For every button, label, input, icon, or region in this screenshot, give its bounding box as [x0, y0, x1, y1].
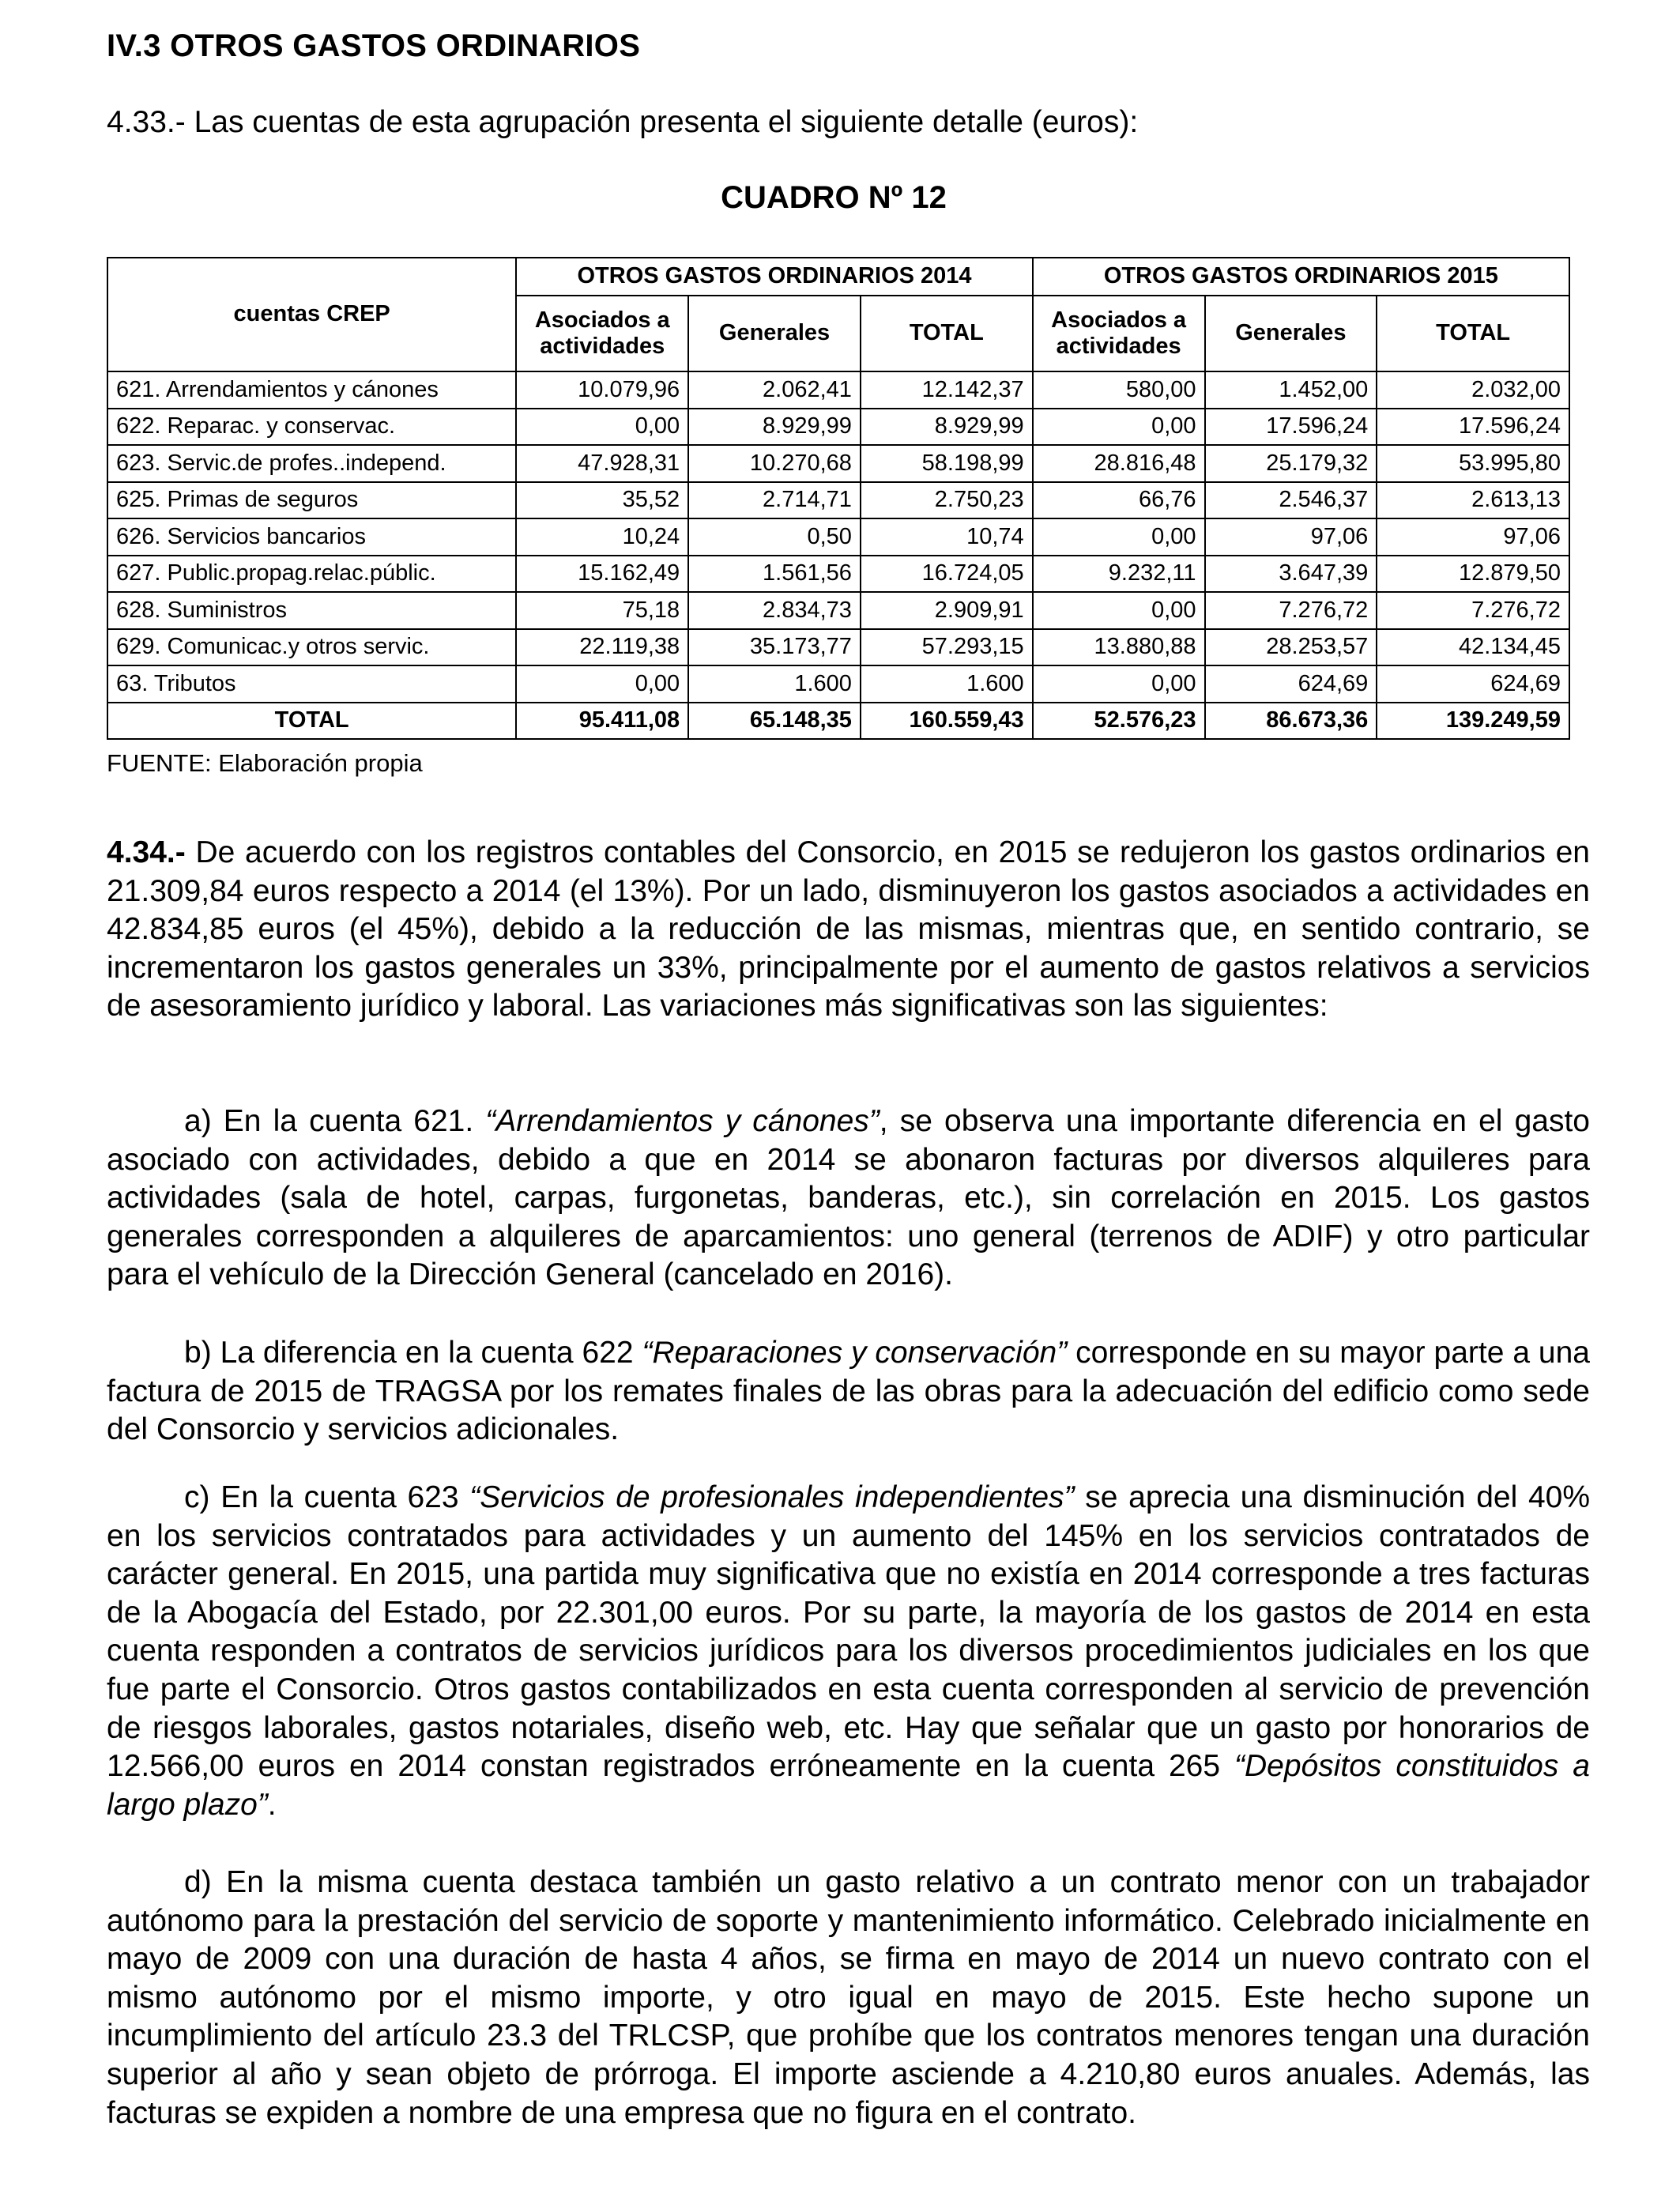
table-body — [107, 371, 1569, 739]
value-cell: 2.032,00 — [1377, 371, 1569, 409]
section-title: IV.3 OTROS GASTOS ORDINARIOS — [107, 28, 641, 63]
table-row — [107, 409, 1569, 446]
value-cell: 2.546,37 — [1205, 482, 1377, 519]
header-sub: Asociados a actividades — [516, 296, 688, 371]
paragraph-text: corresponde en su mayor parte a una factura de 2015 de TRAGSA por los remates finales de las obras para la adecuación del edificio como sede del Consorcio y servicios adicionales. — [107, 1336, 1591, 1447]
source-note: FUENTE: Elaboración propia — [107, 749, 423, 777]
paragraph-text: se aprecia una disminución del 40% en los servicios contratados para actividades y un aumento del 145% en los servicios contratados de carácter general. En 2015, una partida muy significativa que no existía en 2014 corresponde a tres facturas de la Abogacía del Estado, por 22.301,00 euros. Por su parte, la mayoría de los gastos de 2014 en esta cuenta responden a contratos de servicios jurídicos para los diversos procedimientos judiciales en los que fue parte el Consorcio. Otros gastos contabilizados en esta cuenta corresponden al servicio de prevención de riesgos laborales, gastos notariales, diseño web, etc. Hay que señalar que un gasto por honorarios de 12.566,00 euros en 2014 constan registrados erróneamente en la cuenta 265 — [107, 1480, 1591, 1784]
value-cell: 25.179,32 — [1205, 445, 1377, 482]
table-row — [107, 629, 1569, 666]
value-cell: 0,00 — [516, 665, 688, 703]
value-cell: 58.198,99 — [861, 445, 1033, 482]
account-cell: 63. Tributos — [107, 665, 516, 703]
value-cell: 0,00 — [1033, 409, 1205, 446]
value-cell: 2.714,71 — [688, 482, 861, 519]
value-cell: 95.411,08 — [516, 703, 688, 740]
value-cell: 1.452,00 — [1205, 371, 1377, 409]
value-cell: 0,00 — [1033, 518, 1205, 556]
value-cell: 13.880,88 — [1033, 629, 1205, 666]
value-cell: 0,50 — [688, 518, 861, 556]
table-row — [107, 592, 1569, 629]
header-sub: Generales — [688, 296, 861, 371]
header-account: cuentas CREP — [107, 258, 516, 371]
value-cell: 9.232,11 — [1033, 556, 1205, 593]
value-cell: 22.119,38 — [516, 629, 688, 666]
paragraph-number: 4.34.- — [107, 835, 186, 869]
table-row — [107, 445, 1569, 482]
value-cell: 7.276,72 — [1205, 592, 1377, 629]
value-cell: 7.276,72 — [1377, 592, 1569, 629]
value-cell: 10.079,96 — [516, 371, 688, 409]
value-cell: 47.928,31 — [516, 445, 688, 482]
value-cell: 1.600 — [688, 665, 861, 703]
intro-paragraph: 4.33.- Las cuentas de esta agrupación presenta el siguiente detalle (euros): — [107, 105, 1139, 139]
value-cell: 28.253,57 — [1205, 629, 1377, 666]
value-cell: 3.647,39 — [1205, 556, 1377, 593]
value-cell: 28.816,48 — [1033, 445, 1205, 482]
value-cell: 10.270,68 — [688, 445, 861, 482]
value-cell: 1.561,56 — [688, 556, 861, 593]
paragraph-text: a) En la cuenta 621. — [184, 1104, 486, 1138]
value-cell: 75,18 — [516, 592, 688, 629]
account-cell: 622. Reparac. y conservac. — [107, 409, 516, 446]
value-cell: 0,00 — [1033, 665, 1205, 703]
value-cell: 35,52 — [516, 482, 688, 519]
value-cell: 0,00 — [516, 409, 688, 446]
account-cell: 628. Suministros — [107, 592, 516, 629]
paragraph-text: , se observa una importante diferencia en el gasto asociado con actividades, debido a que en 2014 se abonaron facturas por diversos alquileres para actividades (sala de hotel, carpas, furgonetas, banderas, etc.), sin correlación en 2015. Los gastos generales corresponden a alquileres de aparcamientos: uno general (terrenos de ADIF) y otro particular para el vehículo de la Dirección General (cancelado en 2016). — [107, 1104, 1590, 1292]
table-row — [107, 482, 1569, 519]
value-cell: 53.995,80 — [1377, 445, 1569, 482]
value-cell: 8.929,99 — [688, 409, 861, 446]
value-cell: 10,74 — [861, 518, 1033, 556]
account-cell: 621. Arrendamientos y cánones — [107, 371, 516, 409]
value-cell: 15.162,49 — [516, 556, 688, 593]
account-name-quote: “Servicios de profesionales independientes” — [469, 1480, 1075, 1514]
header-sub: TOTAL — [1377, 296, 1569, 371]
value-cell: 86.673,36 — [1205, 703, 1377, 740]
paragraph-c — [107, 1479, 1590, 1824]
value-cell: 65.148,35 — [688, 703, 861, 740]
value-cell: 57.293,15 — [861, 629, 1033, 666]
paragraph-4-34 — [107, 834, 1590, 1026]
value-cell: 10,24 — [516, 518, 688, 556]
table-title: CUADRO Nº 12 — [721, 180, 947, 215]
value-cell: 97,06 — [1377, 518, 1569, 556]
value-cell: 97,06 — [1205, 518, 1377, 556]
header-sub: Generales — [1205, 296, 1377, 371]
table-row — [107, 371, 1569, 409]
value-cell: 2.613,13 — [1377, 482, 1569, 519]
table-row — [107, 665, 1569, 703]
value-cell: 624,69 — [1205, 665, 1377, 703]
account-cell: TOTAL — [107, 703, 516, 740]
account-cell: 623. Servic.de profes..independ. — [107, 445, 516, 482]
value-cell: 66,76 — [1033, 482, 1205, 519]
paragraph-text: . — [267, 1787, 277, 1822]
value-cell: 580,00 — [1033, 371, 1205, 409]
value-cell: 17.596,24 — [1205, 409, 1377, 446]
account-name-quote: “Reparaciones y conservación” — [642, 1336, 1068, 1370]
value-cell: 1.600 — [861, 665, 1033, 703]
value-cell: 35.173,77 — [688, 629, 861, 666]
account-name-quote: “Arrendamientos y cánones” — [485, 1104, 880, 1138]
table-row — [107, 518, 1569, 556]
value-cell: 624,69 — [1377, 665, 1569, 703]
account-cell: 627. Public.propag.relac.públic. — [107, 556, 516, 593]
paragraph-text: b) La diferencia en la cuenta 622 — [184, 1336, 642, 1370]
value-cell: 42.134,45 — [1377, 629, 1569, 666]
paragraph-a — [107, 1103, 1590, 1295]
value-cell: 0,00 — [1033, 592, 1205, 629]
value-cell: 2.834,73 — [688, 592, 861, 629]
value-cell: 2.909,91 — [861, 592, 1033, 629]
value-cell: 16.724,05 — [861, 556, 1033, 593]
account-cell: 626. Servicios bancarios — [107, 518, 516, 556]
paragraph-b — [107, 1334, 1590, 1449]
account-name-quote: “Depósitos constituidos a largo plazo” — [107, 1749, 1590, 1822]
value-cell: 2.750,23 — [861, 482, 1033, 519]
value-cell: 8.929,99 — [861, 409, 1033, 446]
table-row — [107, 556, 1569, 593]
account-cell: 629. Comunicac.y otros servic. — [107, 629, 516, 666]
value-cell: 12.142,37 — [861, 371, 1033, 409]
value-cell: 12.879,50 — [1377, 556, 1569, 593]
paragraph-d — [107, 1864, 1590, 2132]
expenses-table — [107, 257, 1570, 740]
value-cell: 17.596,24 — [1377, 409, 1569, 446]
value-cell: 52.576,23 — [1033, 703, 1205, 740]
paragraph-text: De acuerdo con los registros contables del Consorcio, en 2015 se redujeron los gastos ordinarios en 21.309,84 euros respecto a 2014 (el 13%). Por un lado, disminuyeron los gastos asociados a actividades en 42.834,85 euros (el 45%), debido a la reducción de las mismas, mientras que, en sentido contrario, se incrementaron los gastos generales un 33%, principalmente por el aumento de gastos relativos a servicios de asesoramiento jurídico y laboral. Las variaciones más significativas son las siguientes: — [107, 835, 1590, 1023]
value-cell: 139.249,59 — [1377, 703, 1569, 740]
header-group-2015: OTROS GASTOS ORDINARIOS 2015 — [1033, 258, 1569, 296]
table-total-row — [107, 703, 1569, 740]
header-sub: TOTAL — [861, 296, 1033, 371]
header-group-2014: OTROS GASTOS ORDINARIOS 2014 — [516, 258, 1032, 296]
value-cell: 160.559,43 — [861, 703, 1033, 740]
account-cell: 625. Primas de seguros — [107, 482, 516, 519]
value-cell: 2.062,41 — [688, 371, 861, 409]
paragraph-text: d) En la misma cuenta destaca también un gasto relativo a un contrato menor con un trabajador autónomo para la prestación del servicio de soporte y mantenimiento informático. Celebrado inicialmente en mayo de 2009 con una duración de hasta 4 años, se firma en mayo de 2014 un nuevo contrato con el mismo autónomo por el mismo importe, y otro igual en mayo de 2015. Este hecho supone un incumplimiento del artículo 23.3 del TRLCSP, que prohíbe que los contratos menores tengan una duración superior al año y sean objeto de prórroga. El importe asciende a 4.210,80 euros anuales. Además, las facturas se expiden a nombre de una empresa que no figura en el contrato. — [107, 1865, 1590, 2130]
header-sub: Asociados a actividades — [1033, 296, 1205, 371]
paragraph-text: c) En la cuenta 623 — [184, 1480, 470, 1514]
